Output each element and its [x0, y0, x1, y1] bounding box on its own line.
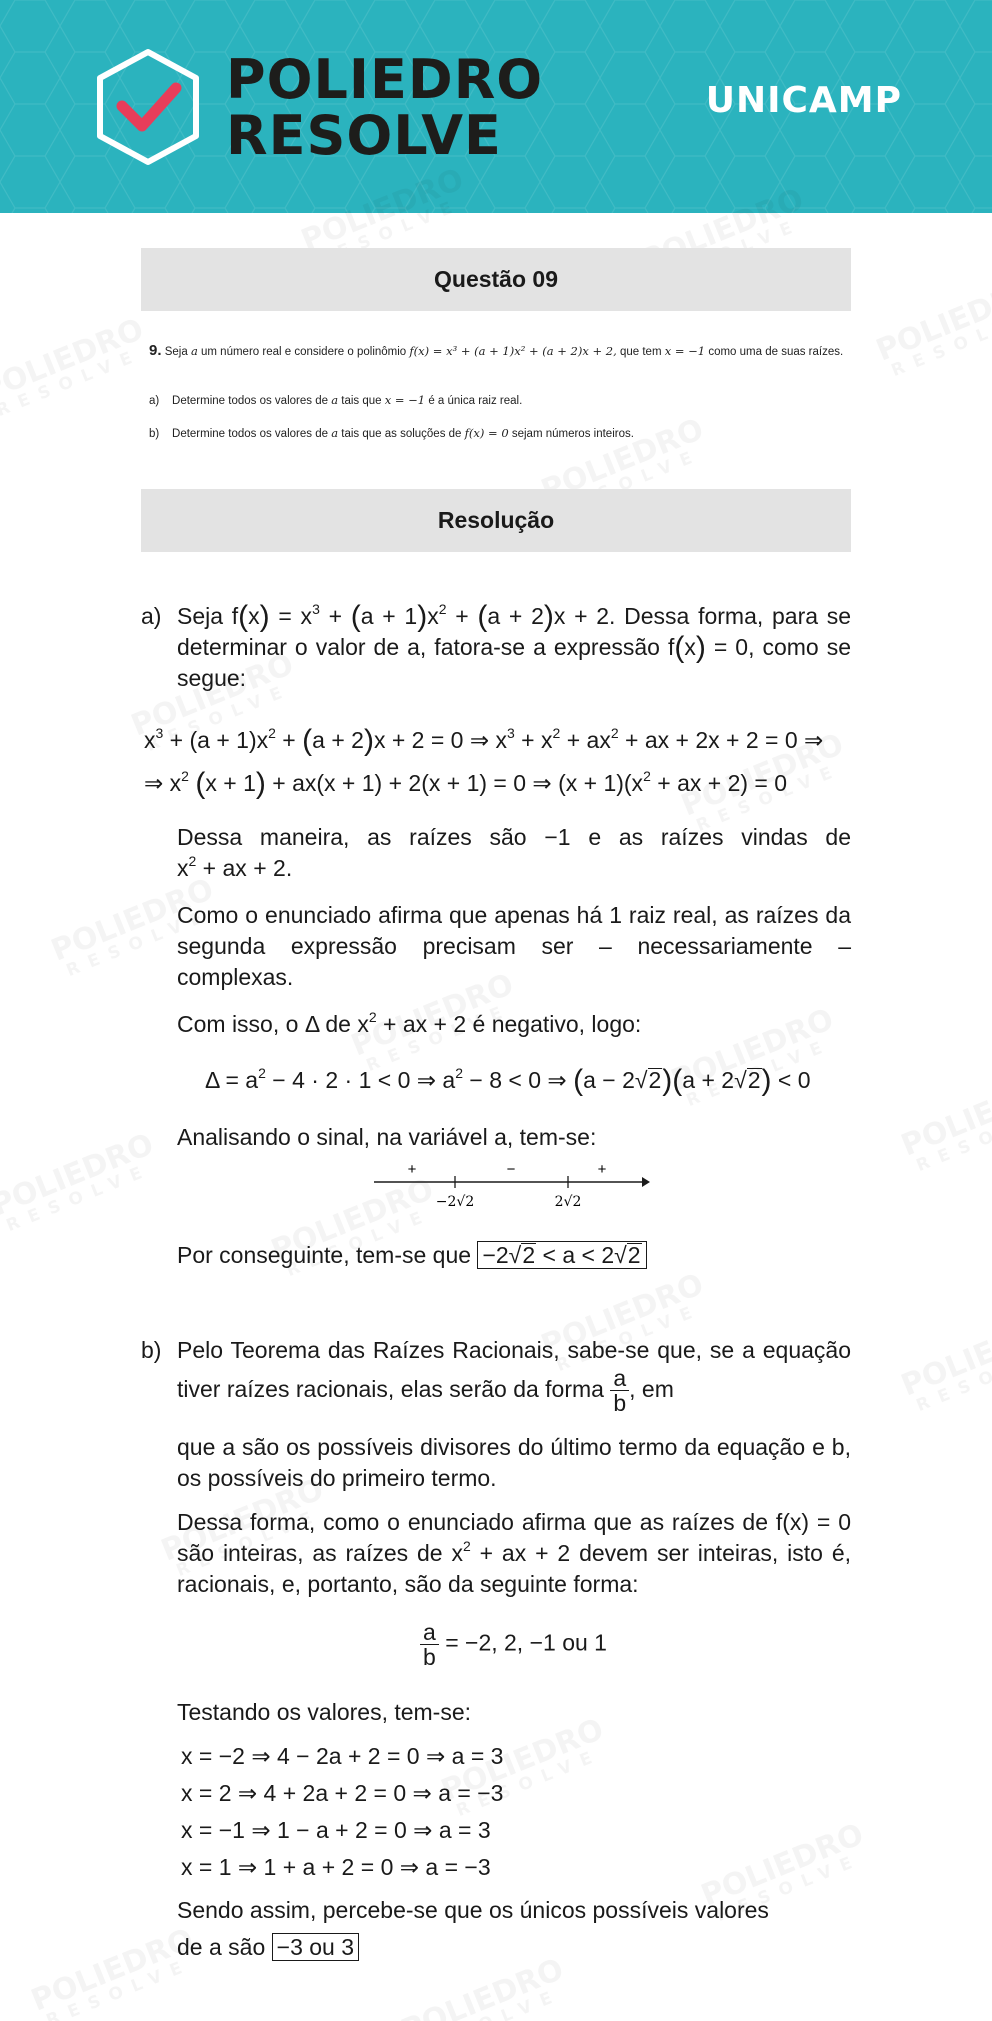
brand-line-1: POLIEDRO	[226, 48, 544, 111]
resolution-title-bar	[141, 489, 851, 552]
brand-line-2: RESOLVE	[226, 104, 502, 167]
sign-positive-right: +	[597, 1161, 607, 1178]
watermark	[0, 1130, 164, 1238]
question-title: Questão 09	[434, 266, 558, 292]
part-a-complex-text: Como o enunciado afirma que apenas há 1 raiz real, as raízes da segunda expressão precisam ser – necessariamente – complexas.	[177, 902, 851, 990]
watermark	[897, 1070, 992, 1178]
watermark	[397, 1955, 574, 2021]
watermark	[0, 315, 154, 423]
part-b-theorem-text-cont: que a são os possíveis divisores do último termo da equação e b, os possíveis do primeiro termo.	[177, 1434, 851, 1491]
fraction-candidates: $\frac{a}{b}$ = −2, 2, −1 ou 1	[420, 1620, 607, 1669]
part-a-intro: Seja $f(x) = x^3 + (a + 1)x^2 + (a + 2)x + 2$. Dessa forma, para se determinar o valor de a, fatora-se a expressão f(x) = 0, como se segue:	[177, 600, 852, 691]
part-b-label: b)	[141, 1337, 162, 1363]
part-b-integer-text: Dessa forma, como o enunciado afirma que as raízes de f(x) = 0 são inteiras, as raízes de $x^2$ + ax + 2 devem ser inteiras, isto é, racionais, e, portanto, são da seguinte forma:	[177, 1509, 852, 1597]
delta-inequality: $\Delta = a^2 - 4 \cdot 2 \cdot 1 < 0$ ⇒ $a^2 - 8 < 0$ ⇒ (a − 2√2)(a + 2√2) < 0	[205, 1064, 811, 1097]
test-line-2: x = 2 ⇒ 4 + 2a + 2 = 0 ⇒ a = −3	[181, 1780, 504, 1806]
test-line-3: x = −1 ⇒ 1 − a + 2 = 0 ⇒ a = 3	[181, 1817, 491, 1843]
check-badge-icon	[92, 48, 204, 166]
equation-factoring-line-2: ⇒ $x^2$ (x + 1) + ax(x + 1) + 2(x + 1) = 0 ⇒ $(x + 1)(x^2$ + ax + 2) = 0	[144, 767, 788, 800]
part-a-label: a)	[141, 603, 162, 629]
part-a-answer-box: −2√2 < a < 2√2	[477, 1241, 646, 1269]
question-item-b: b) Determine todos os valores de a tais que as soluções de f(x) = 0 sejam números inteiros.	[149, 426, 634, 440]
part-b-answer-box: −3 ou 3	[272, 1933, 359, 1961]
question-number: 9.	[149, 342, 162, 359]
equation-factoring-line-1: $x^3 + (a + 1)x^2 + (a + 2)x + 2 = 0$ ⇒ $x^3 + x^2 + ax^2$ + ax + 2x + 2 = 0 ⇒	[144, 724, 824, 757]
question-statement: 9. Seja a um número real e considere o polinômio f(x) = x³ + (a + 1)x² + (a + 2)x + 2, que tem x = −1 como uma de suas raízes.	[149, 342, 844, 359]
resolution-title: Resolução	[437, 507, 555, 533]
arrow-head-icon	[642, 1177, 650, 1187]
test-line-1: x = −2 ⇒ 4 − 2a + 2 = 0 ⇒ a = 3	[181, 1743, 504, 1769]
watermark	[872, 275, 992, 383]
header-banner	[0, 0, 992, 213]
sign-negative: −	[506, 1161, 516, 1178]
brand-name	[226, 48, 544, 167]
part-b-testing-text: Testando os valores, tem-se:	[177, 1699, 472, 1725]
test-line-4: x = 1 ⇒ 1 + a + 2 = 0 ⇒ a = −3	[181, 1854, 491, 1880]
part-a-conclusion: Por conseguinte, tem-se que −2√2 < a < 2√2	[177, 1240, 647, 1271]
part-a-delta-text: Com isso, o Δ de $x^2$ + ax + 2 é negativo, logo:	[177, 1009, 642, 1037]
root-negative-label: −2√2	[435, 1194, 475, 1210]
part-b-conclusion-1: Sendo assim, percebe-se que os únicos possíveis valores	[177, 1897, 769, 1923]
sign-diagram	[370, 1158, 650, 1214]
part-b-conclusion-2: de a são −3 ou 3	[177, 1932, 359, 1963]
part-a-sign-text: Analisando o sinal, na variável a, tem-se:	[177, 1124, 597, 1150]
question-item-a: a) Determine todos os valores de a tais que x = −1 é a única raiz real.	[149, 393, 523, 407]
root-positive-label: 2√2	[554, 1194, 582, 1210]
question-title-bar	[141, 248, 851, 311]
sign-positive-left: +	[407, 1161, 417, 1178]
watermark	[897, 1310, 992, 1418]
part-a-roots-text: Dessa maneira, as raízes são −1 e as raízes vindas de $x^2$ + ax + 2.	[177, 824, 852, 881]
part-b-theorem-text: Pelo Teorema das Raízes Racionais, sabe-se que, se a equação tiver raízes racionais, elas serão da forma $\frac{a}{b}$ , em	[177, 1337, 851, 1416]
exam-name: UNICAMP	[705, 80, 902, 121]
